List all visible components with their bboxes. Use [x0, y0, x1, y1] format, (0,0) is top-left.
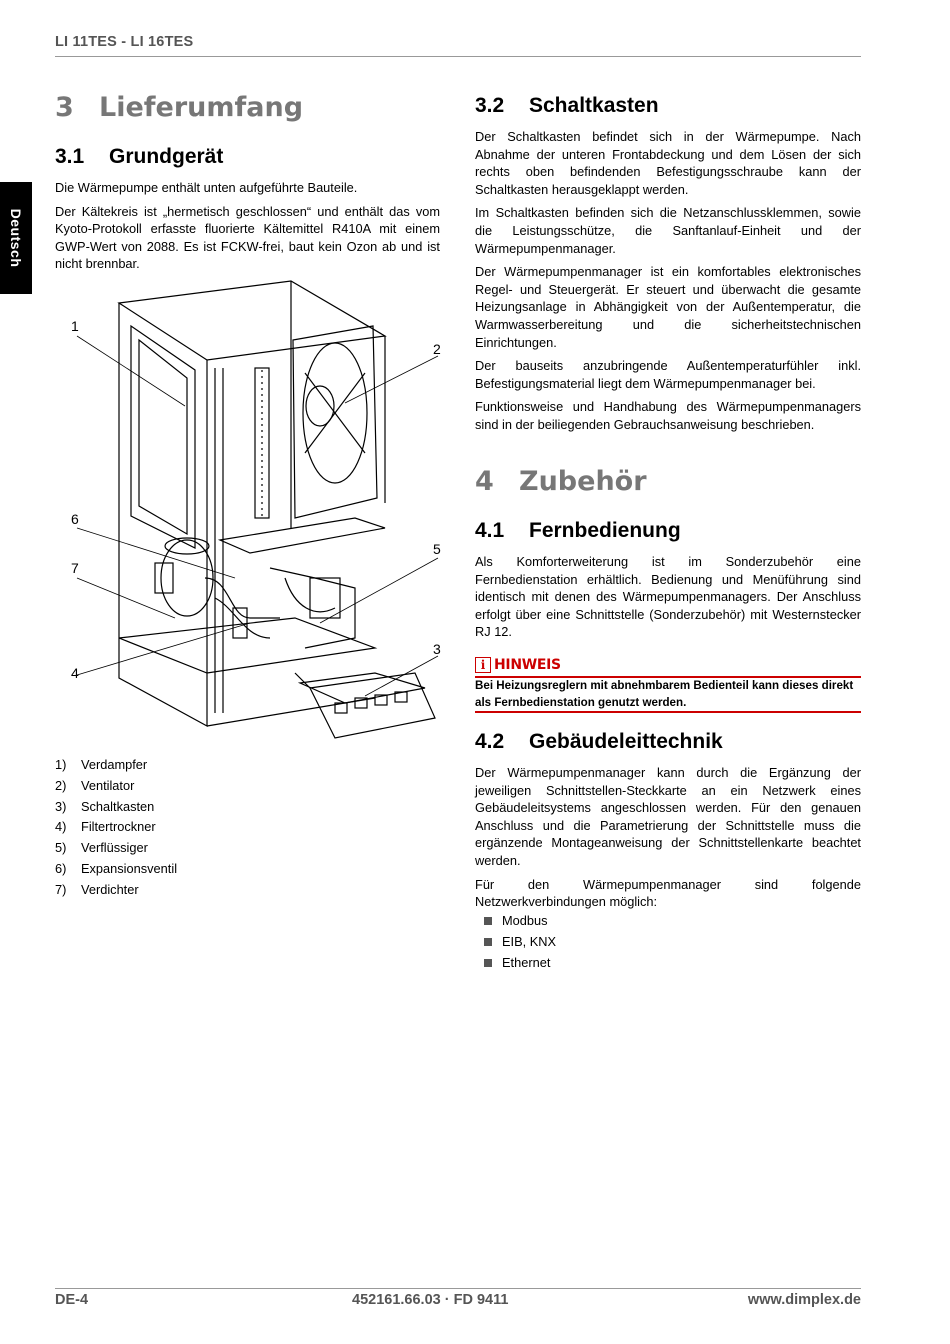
- figure-legend: [55, 755, 177, 901]
- callout-6: 6: [71, 511, 79, 527]
- page-number: DE-4: [55, 1292, 89, 1308]
- info-icon: i: [475, 657, 491, 673]
- section-4-2-body: [475, 764, 861, 917]
- note-label: [475, 657, 561, 673]
- section-3-2-title: Schaltkasten: [529, 94, 659, 117]
- callout-3: 3: [433, 641, 441, 657]
- legend-item: 3) Schaltkasten: [55, 798, 155, 814]
- callout-1: 1: [71, 318, 79, 334]
- list-item: Modbus: [475, 911, 556, 932]
- paragraph: Funktionsweise und Handhabung des Wärmepumpenmanagers sind in der beiliegenden Gebrauchsanweisung beschrieben.: [475, 399, 861, 432]
- section-4-2-number: 4.2: [475, 730, 505, 753]
- section-3-2-body: [475, 128, 861, 440]
- bullet-square-icon: [484, 917, 492, 925]
- frame-left: [119, 303, 207, 726]
- callout-5: 5: [433, 541, 441, 557]
- paragraph: Die Wärmepumpe enthält unten aufgeführte Bauteile.: [55, 180, 358, 195]
- section-3-1-body: [55, 179, 440, 279]
- callout-7: 7: [71, 560, 79, 576]
- paragraph: Im Schaltkasten befinden sich die Netzanschlussklemmen, sowie die Leistungsschütze, die Sanftanlauf-Einheit und der Wärmepumpenmanager.: [475, 205, 861, 256]
- heat-pump-exploded-figure: [55, 278, 443, 748]
- section-4-1-title: Fernbedienung: [529, 519, 681, 542]
- paragraph: Der Schaltkasten befindet sich in der Wärmepumpe. Nach Abnahme der unteren Frontabdeckung und dem Lösen der sich rechts oben befindenden Befestigungsschraube kann der Schaltkasten herausgeklappt werden.: [475, 129, 861, 197]
- section-3-2-number: 3.2: [475, 94, 505, 117]
- paragraph: Für den Wärmepumpenmanager sind folgende Netzwerkverbindungen möglich:: [475, 876, 861, 910]
- legend-item: 1) Verdampfer: [55, 757, 148, 772]
- section-3-1-number: 3.1: [55, 145, 85, 168]
- legend-item: 7) Verdichter: [55, 881, 139, 897]
- paragraph: Der Kältekreis ist „hermetisch geschlossen“ und enthält das vom Kyoto-Protokoll erfasste fluorierte Kältemittel R410A mit einem GWP-Wert von 2088. Es ist FCKW-frei, baut kein Ozon ab und ist nicht brennbar.: [55, 203, 440, 272]
- document-number: 452161.66.03 · FD 9411: [352, 1292, 509, 1308]
- bullet-square-icon: [484, 938, 492, 946]
- language-tab: [0, 182, 32, 294]
- bullet-square-icon: [484, 959, 492, 967]
- callout-2: 2: [433, 341, 441, 357]
- legend-item: 5) Verflüssiger: [55, 840, 148, 856]
- section-4-number: 4: [475, 466, 494, 497]
- footer-rule: [55, 1288, 861, 1289]
- section-4-1-body: [475, 553, 861, 647]
- section-3-heading: [55, 92, 303, 123]
- legend-item: 2) Ventilator: [55, 777, 135, 793]
- note-text: Bei Heizungsreglern mit abnehmbarem Bedienteil kann dieses direkt als Fernbedienstation genutzt werden.: [475, 679, 854, 709]
- section-3-number: 3: [55, 92, 74, 123]
- section-3-1-heading: [55, 145, 223, 169]
- section-4-2-heading: [475, 730, 723, 754]
- paragraph: Der Wärmepumpenmanager kann durch die Ergänzung der jeweiligen Schnittstellen-Steckkarte an ein Netzwerk eines Gebäudeleitsystems angeschlossen werden. Für den genauen Anschluss und die Parametrierung der Schnittstelle muss die ergänzende Montageanweisung der Schnittstellenkarte beachtet werden.: [475, 765, 861, 868]
- section-4-1-number: 4.1: [475, 519, 505, 542]
- frame-top: [119, 281, 385, 360]
- paragraph: Als Komforterweiterung ist im Sonderzubehör eine Fernbedienstation erhältlich. Bedienung und Menüführung sind identisch mit denen des Wärmepumpenmanagers. Der Anschluss erfolgt über eine Schnittstelle (Sonderzubehör) mit Westernstecker RJ 12.: [475, 554, 861, 640]
- section-3-1-title: Grundgerät: [109, 145, 224, 168]
- network-list: [475, 911, 556, 973]
- language-tab-label: Deutsch: [8, 208, 24, 268]
- list-item: Ethernet: [475, 953, 556, 974]
- section-3-2-heading: [475, 94, 659, 118]
- note-word: HINWEIS: [494, 657, 561, 673]
- running-header: LI 11TES - LI 16TES: [55, 34, 194, 50]
- legend-item: 6) Expansionsventil: [55, 860, 178, 876]
- website-link[interactable]: www.dimplex.de: [747, 1292, 861, 1308]
- section-4-2-title: Gebäudeleittechnik: [529, 730, 723, 753]
- paragraph: Der bauseits anzubringende Außentemperaturfühler inkl. Befestigungsmaterial liegt dem Wärmepumpenmanager bei.: [475, 358, 861, 391]
- section-4-title: Zubehör: [519, 466, 647, 497]
- header-rule: [55, 56, 861, 57]
- legend-item: 4) Filtertrockner: [55, 819, 156, 835]
- section-3-title: Lieferumfang: [99, 92, 304, 123]
- callout-4: 4: [71, 665, 79, 681]
- list-item: EIB, KNX: [475, 932, 556, 953]
- section-4-1-heading: [475, 519, 681, 543]
- section-4-heading: [475, 466, 647, 497]
- note-bottom-rule: [475, 711, 861, 713]
- paragraph: Der Wärmepumpenmanager ist ein komfortables elektronisches Regel- und Steuergerät. Er steuert und überwacht die gesamte Heizungsanlage in Abhängigkeit von der Außentemperatur, die Warmwasserbereitung und die sicherheitstechnischen Einrichtungen.: [475, 264, 861, 350]
